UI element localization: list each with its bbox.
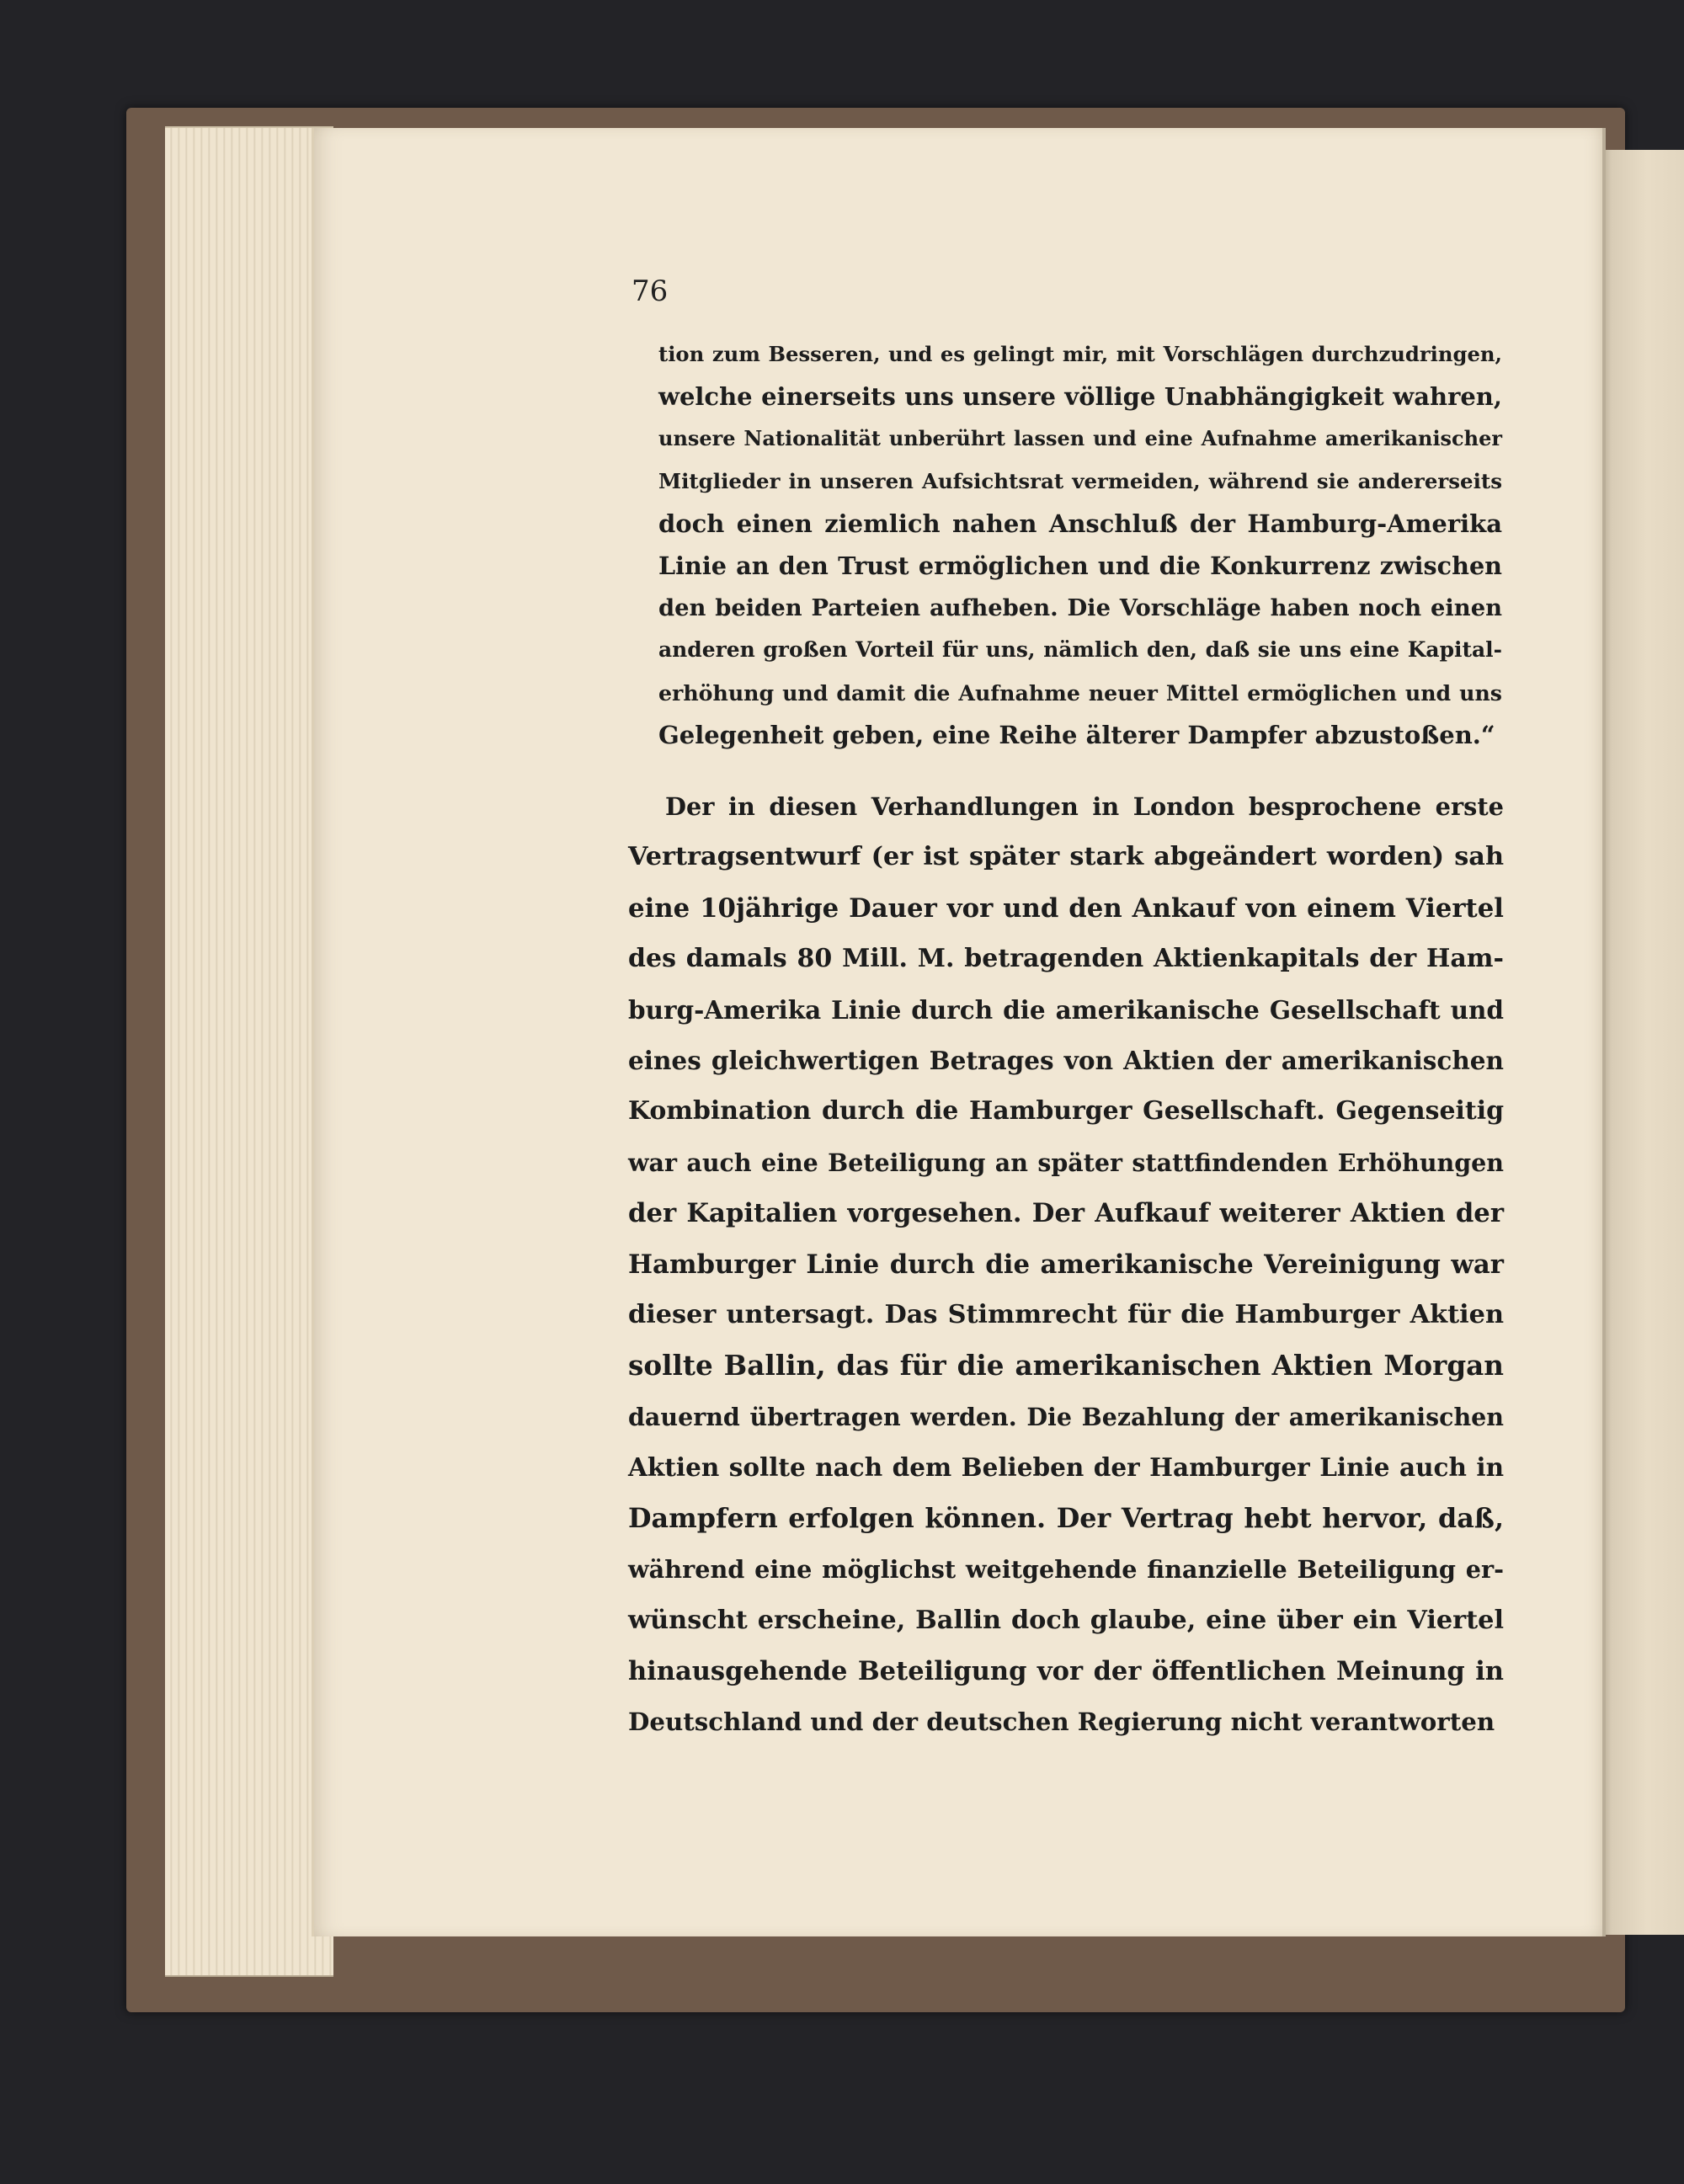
page-number: 76 [632, 274, 669, 308]
quote-line: Linie an den Trust ermöglichen und die Konkurrenz zwischen [658, 551, 1502, 581]
body-line: burg-Amerika Linie durch die amerikanische Gesellschaft und [628, 994, 1504, 1025]
quote-line: den beiden Parteien aufheben. Die Vorschläge haben noch einen [658, 594, 1502, 622]
body-line: dauernd übertragen werden. Die Bezahlung der amerikanischen [628, 1402, 1504, 1431]
body-line: des damals 80 Mill. M. betragenden Aktienkapitals der Ham- [628, 944, 1504, 974]
body-line: eines gleichwertigen Betrages von Aktien der amerikanischen [628, 1046, 1504, 1076]
facing-page-edge [1596, 150, 1684, 1935]
quote-block [658, 333, 1502, 756]
body-line: wünscht erscheine, Ballin doch glaube, eine über ein Viertel [628, 1605, 1504, 1635]
body-line: während eine möglichst weitgehende finanzielle Beteiligung er- [628, 1555, 1504, 1585]
quote-line: welche einerseits uns unsere völlige Unabhängigkeit wahren, [658, 382, 1502, 412]
body-line: hinausgehende Beteiligung vor der öffentlichen Meinung in [628, 1655, 1504, 1686]
quote-line: unsere Nationalität unberührt lassen und eine Aufnahme amerikanischer [658, 426, 1502, 451]
body-line: Dampfern erfolgen können. Der Vertrag hebt hervor, daß, [628, 1502, 1504, 1534]
quote-line: erhöhung und damit die Aufnahme neuer Mittel ermöglichen und uns [658, 679, 1502, 706]
body-line: war auch eine Beteiligung an später stattfindenden Erhöhungen [628, 1148, 1504, 1177]
body-line: der Kapitalien vorgesehen. Der Aufkauf weiterer Aktien der [628, 1198, 1504, 1229]
body-line: Hamburger Linie durch die amerikanische Vereinigung war [628, 1249, 1504, 1280]
page-stack-edge [165, 126, 333, 1977]
quote-line: anderen großen Vorteil für uns, nämlich den, daß sie uns eine Kapital- [658, 637, 1502, 663]
body-line: eine 10jährige Dauer vor und den Ankauf von einem Viertel [628, 892, 1504, 924]
body-line: dieser untersagt. Das Stimmrecht für die Hamburger Aktien [628, 1300, 1504, 1330]
body-line: sollte Ballin, das für die amerikanischen Aktien Morgan [628, 1349, 1504, 1382]
body-line: Kombination durch die Hamburger Gesellschaft. Gegenseitig [628, 1096, 1504, 1127]
quote-line: doch einen ziemlich nahen Anschluß der Hamburg-Amerika [658, 509, 1502, 538]
body-line: Der in diesen Verhandlungen in London besprochene erste [665, 792, 1504, 821]
body-line: Aktien sollte nach dem Belieben der Hamburger Linie auch in [628, 1452, 1504, 1483]
quote-line: Mitglieder in unseren Aufsichtsrat vermeiden, während sie andererseits [658, 468, 1502, 493]
body-line: Vertragsentwurf (er ist später stark abgeändert worden) sah [628, 842, 1504, 872]
quote-line: tion zum Besseren, und es gelingt mir, mit Vorschlägen durchzudringen, [658, 342, 1502, 366]
quote-line: Gelegenheit geben, eine Reihe älterer Dampfer abzustoßen.“ [658, 720, 1495, 749]
body-line: Deutschland und der deutschen Regierung nicht verantworten [628, 1707, 1495, 1737]
body-paragraph [628, 781, 1504, 1748]
